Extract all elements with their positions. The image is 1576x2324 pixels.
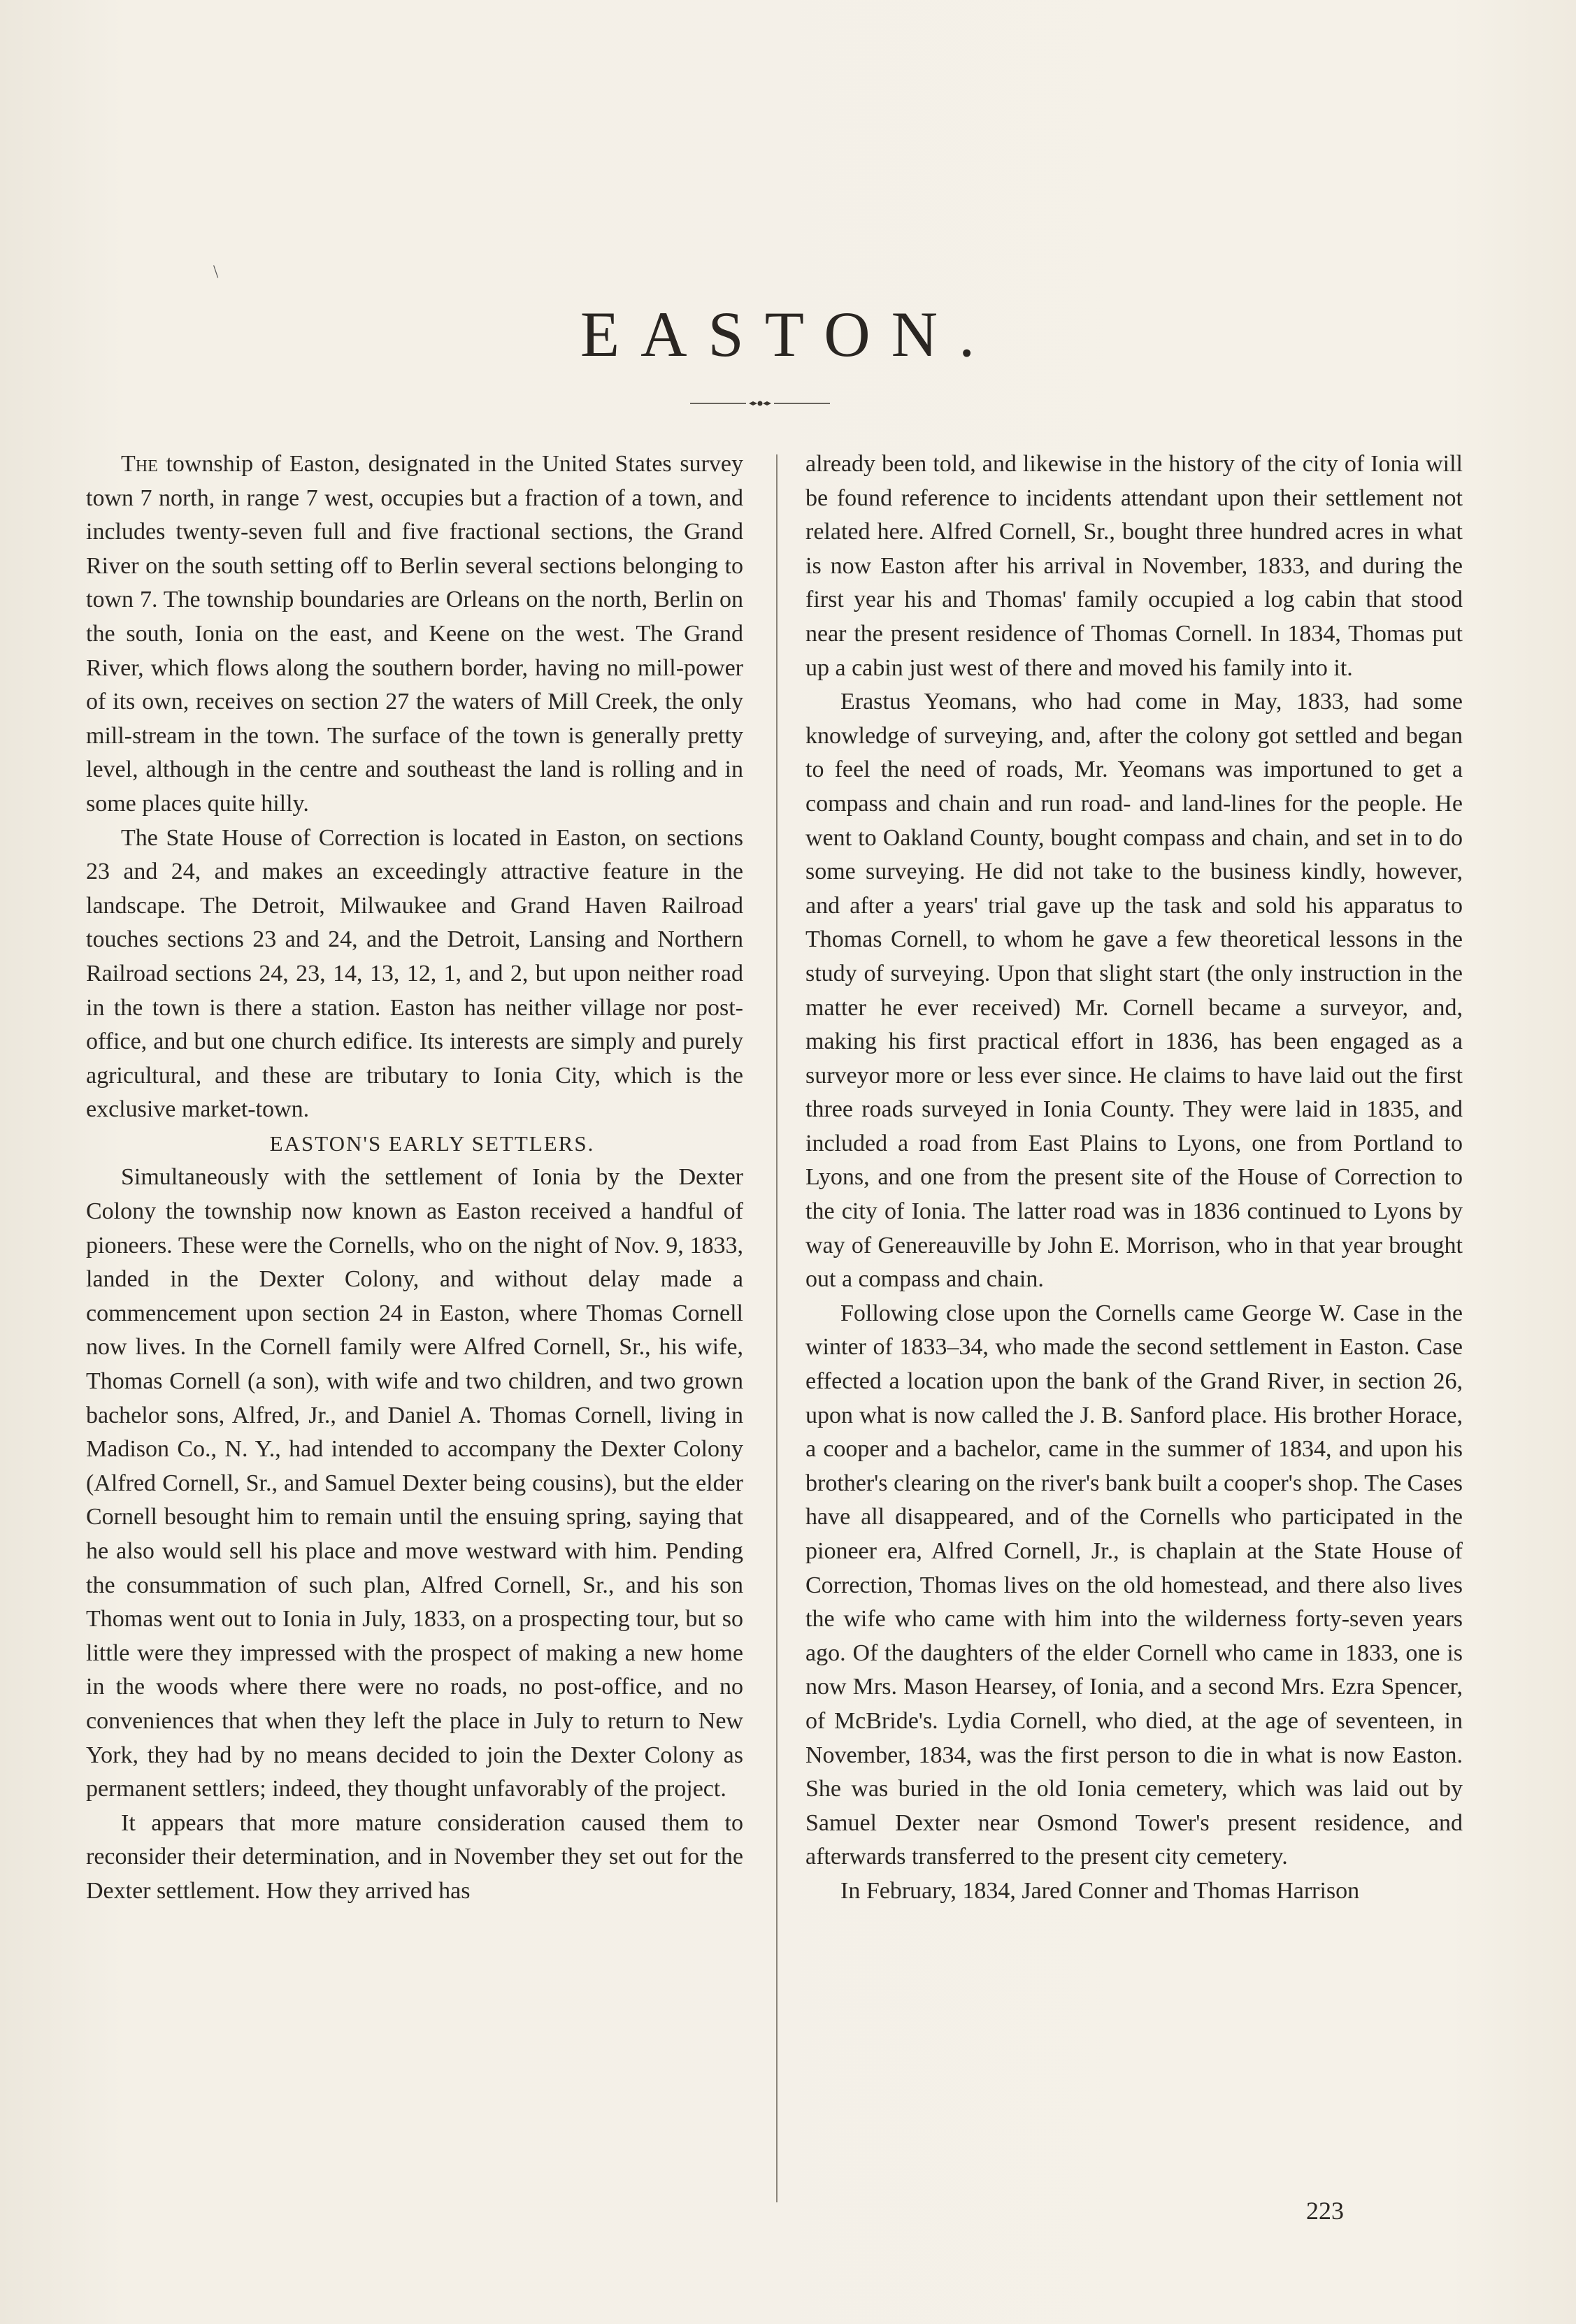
paragraph-reconsideration: It appears that more mature consideration caused them to reconsider their determination, and in November they set out for the Dexter settlement. How they arrived has xyxy=(86,1809,743,1904)
left-column xyxy=(86,447,743,1909)
right-column xyxy=(805,447,1463,1909)
page-title: EASTON. xyxy=(580,299,996,370)
paragraph-house-of-correction: The State House of Correction is located in Easton, on sections 23 and 24, and makes an exceedingly attractive feature in the landscape. The Detroit, Milwaukee and Grand Haven Railroad touches sections 23 and 24, and the Detroit, Lansing and Northern Railroad sections 24, 23, 14, 13, 12, 1, and 2, but upon neither road in the town is there a station. Easton has neither village nor post-office, and but one church edifice. Its interests are simply and purely agricultural, and these are tributary to Ionia City, which is the exclusive market-town. xyxy=(86,824,743,1123)
paragraph-township-description xyxy=(86,447,743,822)
paragraph-continued-settlement: already been told, and likewise in the history of the city of Ionia will be found reference to incidents attendant upon their settlement not related here. Alfred Cornell, Sr., bought three hundred acres in what is now Easton after his arrival in November, 1833, and during the first year his and Thomas' family occupied a log cabin that stood near the present residence of Thomas Cornell. In 1834, Thomas put up a cabin just west of there and moved his family into it. xyxy=(805,451,1463,681)
paragraph-george-case: Following close upon the Cornells came George W. Case in the winter of 1833–34, who made the second settlement in Easton. Case effected a location upon the bank of the Grand River, in section 26, upon what is now called the J. B. Sanford place. His brother Horace, a cooper and a bachelor, came in the summer of 1834, and upon his brother's clearing on the river's bank built a cooper's shop. The Cases have all disappeared, and of the Cornells who participated in the pioneer era, Alfred Cornell, Jr., is chaplain at the State House of Correction, Thomas lives on the old homestead, and there also lives the wife who came with him into the wilderness forty-seven years ago. Of the daughters of the elder Cornell who came in 1833, one is now Mrs. Mason Hearsey, of Ionia, and a second Mrs. Ezra Spencer, of McBride's. Lydia Cornell, who died, at the age of seventeen, in November, 1834, was the first person to die in what is now Easton. She was buried in the old Ionia cemetery, which was laid out by Samuel Dexter near Osmond Tower's present residence, and afterwards transferred to the present city cemetery. xyxy=(805,1300,1463,1870)
column-divider xyxy=(776,454,778,2202)
paragraph-lead-word: The xyxy=(121,451,158,477)
paragraph-text: township of Easton, designated in the United States survey town 7 north, in range 7 west, occupies but a fraction of a town, and includes twenty-seven full and five fractional sections, the Grand River on the south setting off to Berlin several sections belonging to town 7. The township boundaries are Orleans on the north, Berlin on the south, Ionia on the east, and Keene on the west. The Grand River, which flows along the southern border, having no mill-power of its own, receives on section 27 the waters of Mill Creek, the only mill-stream in the town. The surface of the town is generally pretty level, although in the centre and southeast the land is rolling and in some places quite hilly. xyxy=(86,451,743,817)
title-ornament-divider xyxy=(690,400,830,407)
paragraph-erastus-yeomans: Erastus Yeomans, who had come in May, 1833, had some knowledge of surveying, and, after the colony got settled and began to feel the need of roads, Mr. Yeomans was importuned to get a compass and chain and run road- and land-lines for the people. He went to Oakland County, bought compass and chain, and set in to do some surveying. He did not take to the business kindly, however, and after a years' trial gave up the task and sold his apparatus to Thomas Cornell, to whom he gave a few theoretical lessons in the study of surveying. Upon that slight start (the only instruction in the matter he ever received) Mr. Cornell became a surveyor, and, making his first practical effort in 1836, has been engaged as a surveyor more or less ever since. He claims to have laid out the first three roads surveyed in Ionia County. They were laid in 1835, and included a road from East Plains to Lyons, one from Portland to Lyons, and one from the present site of the House of Correction to the city of Ionia. The latter road was in 1836 continued to Lyons by way of Genereauville by John E. Morrison, who in that year brought out a compass and chain. xyxy=(805,689,1463,1293)
paragraph-cornell-family: Simultaneously with the settlement of Ionia by the Dexter Colony the township now known as Easton received a handful of pioneers. These were the Cornells, who on the night of Nov. 9, 1833, landed in the Dexter Colony, and without delay made a commencement upon section 24 in Easton, where Thomas Cornell now lives. In the Cornell family were Alfred Cornell, Sr., his wife, Thomas Cornell (a son), with wife and two children, and two grown bachelor sons, Alfred, Jr., and Daniel A. Thomas Cornell, living in Madison Co., N. Y., had intended to accompany the Dexter Colony (Alfred Cornell, Sr., and Samuel Dexter being cousins), but the elder Cornell besought him to remain until the ensuing spring, saying that he also would sell his place and move westward with him. Pending the consummation of such plan, Alfred Cornell, Sr., and his son Thomas went out to Ionia in July, 1833, on a prospecting tour, but so little were they impressed with the prospect of making a new home in the woods where there were no roads, no post-office, and no conveniences that when they left the place in July to return to New York, they had by no means decided to join the Dexter Colony as permanent settlers; indeed, they thought unfavorably of the project. xyxy=(86,1164,743,1802)
paragraph-conner-harrison: In February, 1834, Jared Conner and Thomas Harrison xyxy=(840,1877,1360,1904)
stray-ink-mark: \ xyxy=(213,261,219,282)
section-heading-early-settlers: EASTON'S EARLY SETTLERS. xyxy=(269,1131,595,1156)
page-number: 223 xyxy=(1306,2197,1344,2225)
